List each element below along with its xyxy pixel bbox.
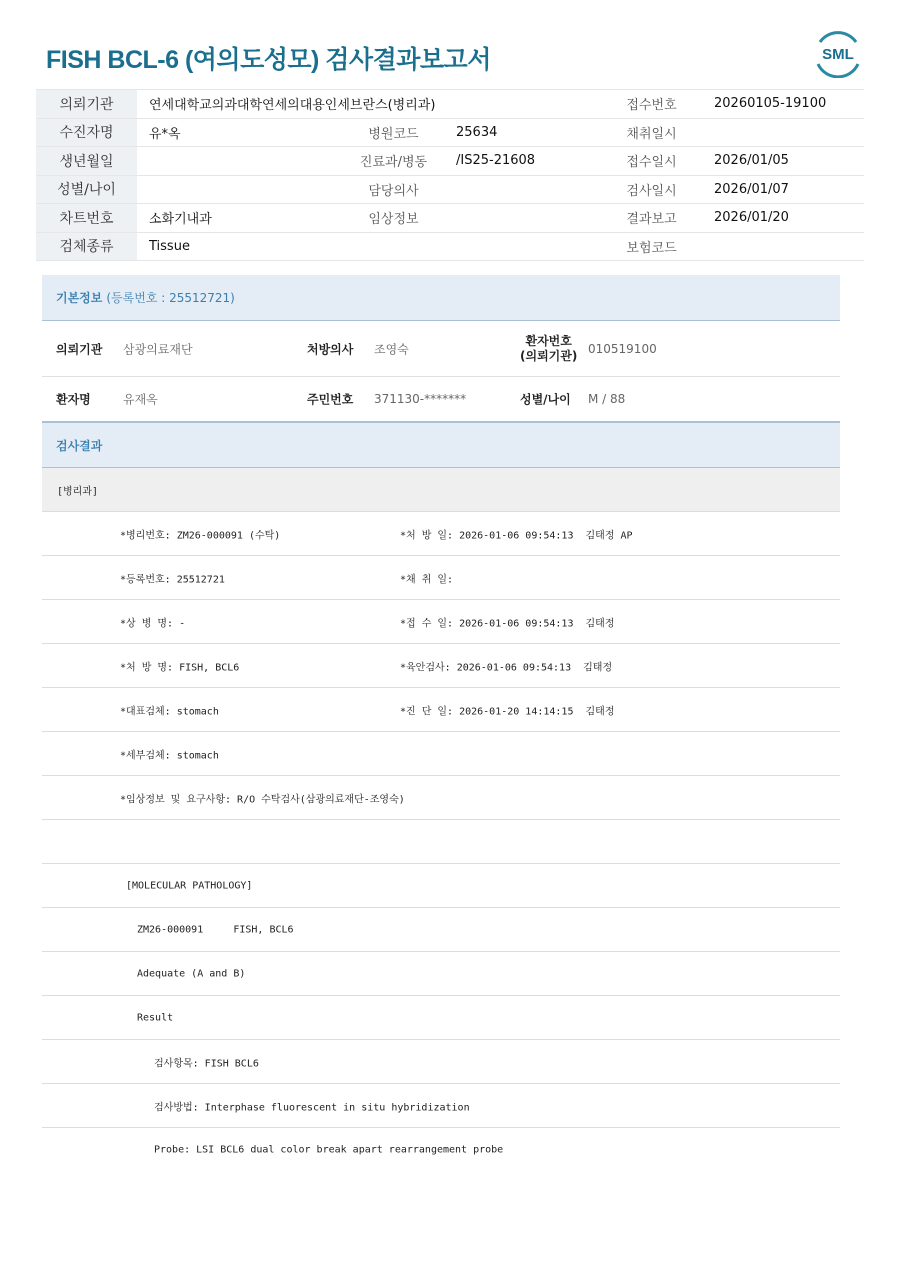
basic-info-row-1: [42, 321, 840, 377]
report-title: FISH BCL-6 (여의도성모) 검사결과보고서: [46, 46, 491, 74]
result-row: [42, 732, 840, 776]
sub-specimen: *세부검체: stomach: [120, 750, 219, 761]
diagnosis-date: *진 단 일: 2026-01-20 14:14:15 김태정: [400, 706, 615, 717]
result-row: [42, 688, 840, 732]
info-label: 수진자명: [36, 118, 137, 147]
info-value: [137, 175, 343, 204]
info-label: 담당의사: [343, 175, 444, 204]
logo-text: SML: [822, 46, 854, 63]
result-row: [42, 908, 840, 952]
result-row: [42, 556, 840, 600]
registration-number: (등록번호 : 25512721): [106, 291, 235, 305]
info-value: [702, 232, 864, 261]
patient-number-label: [520, 334, 577, 364]
gross-exam: *육안검사: 2026-01-06 09:54:13 김태정: [400, 662, 613, 673]
sex-age-value: M / 88: [588, 392, 626, 406]
info-value: 소화기내과: [137, 204, 343, 233]
info-value: 2026/01/20: [702, 204, 864, 233]
case-line: ZM26-000091 FISH, BCL6: [137, 924, 294, 935]
info-label: 접수일시: [601, 147, 702, 176]
result-row: [42, 996, 840, 1040]
info-label: 차트번호: [36, 204, 137, 233]
doctor-label: 처방의사: [307, 342, 354, 356]
info-value: [702, 118, 864, 147]
info-label: 생년월일: [36, 147, 137, 176]
info-value: 2026/01/07: [702, 175, 864, 204]
report-info-table: [36, 89, 864, 261]
order-date: *처 방 일: 2026-01-06 09:54:13 김태정 AP: [400, 530, 633, 541]
info-value: 연세대학교의과대학연세의대용인세브란스(병리과): [137, 90, 601, 119]
result-row: [42, 952, 840, 996]
basic-info-header: [42, 275, 840, 321]
basic-info-row-2: [42, 377, 840, 422]
info-row: [36, 147, 864, 176]
registration-number-line: *등록번호: 25512721: [120, 574, 225, 585]
info-row: [36, 118, 864, 147]
sex-age-label: 성별/나이: [520, 392, 571, 407]
test-item: 검사항목: FISH BCL6: [154, 1058, 259, 1069]
info-label: 병원코드: [343, 118, 444, 147]
blank-row: [42, 820, 840, 864]
info-label: 의뢰기관: [36, 90, 137, 119]
info-label: 진료과/병동: [343, 147, 444, 176]
disease-name: *상 병 명: -: [120, 618, 186, 629]
result-row: [42, 600, 840, 644]
info-label: 성별/나이: [36, 175, 137, 204]
info-value: 25634: [444, 118, 601, 147]
result-row: [42, 1084, 840, 1128]
result-row: [42, 776, 840, 820]
results-heading: 검사결과: [56, 438, 103, 453]
resident-number-value: 371130-*******: [374, 392, 467, 406]
result-label: Result: [137, 1012, 174, 1023]
info-value: [137, 147, 343, 176]
department-label: [병리과]: [57, 486, 99, 497]
info-row: [36, 204, 864, 233]
patient-name-value: 유재옥: [123, 392, 158, 407]
patient-number-value: 010519100: [588, 341, 657, 356]
result-row: [42, 1128, 840, 1172]
info-row: [36, 90, 864, 119]
patient-name-label: 환자명: [56, 392, 91, 407]
info-value: /IS25-21608: [444, 147, 601, 176]
resident-number-label: 주민번호: [307, 392, 354, 407]
receipt-date: *접 수 일: 2026-01-06 09:54:13 김태정: [400, 618, 615, 629]
sml-logo: [812, 28, 864, 78]
patient-number-label-line2: (의뢰기관): [520, 348, 578, 363]
result-row: [42, 1040, 840, 1084]
info-label: 결과보고: [601, 204, 702, 233]
info-value: [444, 204, 601, 233]
patient-number-label-line1: 환자번호: [525, 333, 572, 348]
test-method: 검사방법: Interphase fluorescent in situ hybridization: [154, 1102, 470, 1113]
info-label: 검체종류: [36, 232, 137, 261]
clinical-info: *임상정보 및 요구사항: R/O 수탁검사(삼광의료재단-조영숙): [120, 794, 405, 805]
info-label: 접수번호: [601, 90, 702, 119]
institution-label: 의뢰기관: [56, 342, 103, 356]
pathology-number: *병리번호: ZM26-000091 (수탁): [120, 530, 281, 541]
institution-value: 삼광의료재단: [123, 342, 193, 356]
info-value: 유*옥: [137, 118, 343, 147]
result-row: [42, 644, 840, 688]
info-value: [444, 175, 601, 204]
info-row: [36, 232, 864, 261]
collection-date: *채 취 일:: [400, 574, 454, 585]
info-value: 2026/01/05: [702, 147, 864, 176]
info-label: 검사일시: [601, 175, 702, 204]
info-label: 채취일시: [601, 118, 702, 147]
basic-info-heading: 기본정보: [56, 291, 103, 305]
adequacy: Adequate (A and B): [137, 968, 246, 979]
molecular-pathology-heading: [MOLECULAR PATHOLOGY]: [126, 880, 253, 891]
info-value: Tissue: [137, 232, 601, 261]
representative-specimen: *대표검체: stomach: [120, 706, 219, 717]
doctor-value: 조영숙: [374, 342, 409, 356]
info-label: 보험코드: [601, 232, 702, 261]
probe: Probe: LSI BCL6 dual color break apart rearrangement probe: [154, 1144, 504, 1156]
info-value: 20260105-19100: [702, 90, 864, 119]
results-header: [42, 422, 840, 468]
result-row: [42, 512, 840, 556]
order-name: *처 방 명: FISH, BCL6: [120, 662, 240, 673]
info-label: 임상정보: [343, 204, 444, 233]
result-row: [42, 864, 840, 908]
department-row: [42, 468, 840, 512]
info-row: [36, 175, 864, 204]
